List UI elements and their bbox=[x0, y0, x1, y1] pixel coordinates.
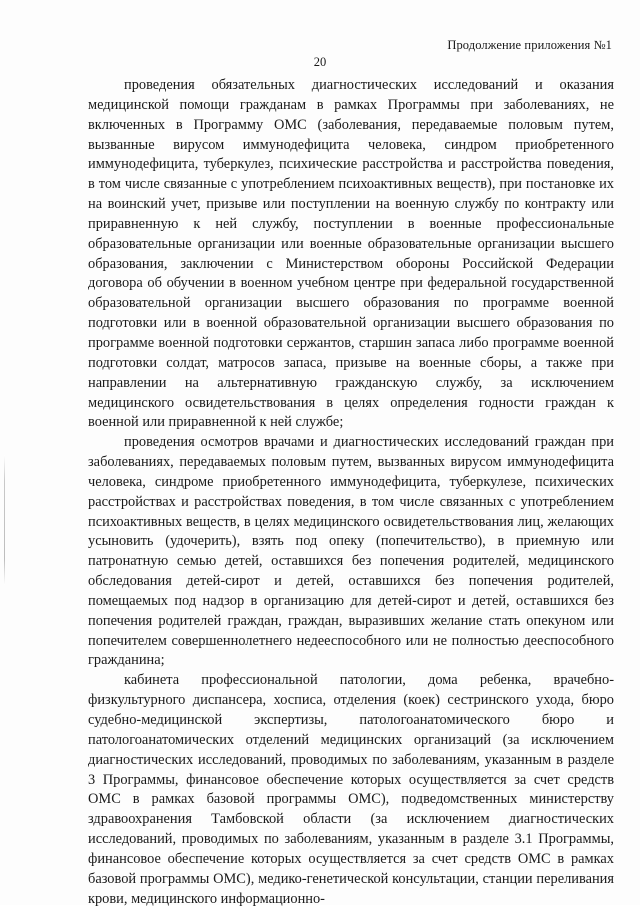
page-number: 20 bbox=[313, 55, 327, 69]
paragraph-medical-institutions: кабинета профессиональной патологии, дома ребенка, врачебно-физкультурного диспансера, хосписа, отделения (коек) сестринского ухода, бюро судебно-медицинской экспертизы, патологоанатомического бюро и патологоанатомических отделений медицинских организаций (за исключением диагностических исследований, проводимых по заболеваниям, указанным в разделе 3 Программы, финансовое обеспечение которых осуществляется за счет средств ОМС в рамках базовой программы ОМС), подведомственных министерству здравоохранения Тамбовской области (за исключением диагностических исследований, проводимых по заболеваниям, указанным в разделе 3.1 Программы, финансовое обеспечение которых осуществляется за счет средств ОМС в рамках базовой программы ОМС), медико-генетической консультации, станции переливания крови, медицинского информационно- bbox=[88, 672, 614, 907]
paragraph-military-exams: проведения обязательных диагностических исследований и оказания медицинской помощи гражданам в рамках Программы при заболеваниях, не включенных в Программу ОМС (заболевания, передаваемые половым путем, вызванные вирусом иммунодефицита человека, синдром приобретенного иммунодефицита, туберкулез, психические расстройства и расстройства поведения, в том числе связанные с употреблением психоактивных веществ), при постановке их на воинский учет, призыве или поступлении на военную службу по контракту или приравненную к ней службу, поступлении в военные профессиональные образовательные организации или военные образовательные организации высшего образования, заключении с Министерством обороны Российской Федерации договора об обучении в военном учебном центре при федеральной государственной образовательной организации высшего образования по программе военной подготовки или в военной образовательной организации высшего образования по программе военной подготовки сержантов, старшин запаса либо программе военной подготовки солдат, матросов запаса, призыве на военные сборы, а также при направлении на альтернативную гражданскую службу, за исключением медицинского освидетельствования в целях определения годности граждан к военной или приравненной к ней службе; bbox=[88, 77, 614, 431]
scan-edge-line bbox=[4, 455, 5, 585]
document-body bbox=[88, 76, 614, 909]
paragraph-adoption-exams: проведения осмотров врачами и диагностических исследований граждан при заболеваниях, передаваемых половым путем, вызванных вирусом иммунодефицита человека, синдроме приобретенного иммунодефицита, туберкулезе, психических расстройствах и расстройствах поведения, в том числе связанных с употреблением психоактивных веществ, в целях медицинского освидетельствования лиц, желающих усыновить (удочерить), взять под опеку (попечительство), в приемную или патронатную семью детей, оставшихся без попечения родителей, медицинского обследования детей-сирот и детей, оставшихся без попечения родителей, помещаемых под надзор в организацию для детей-сирот и детей, оставшихся без попечения родителей граждан, граждан, выразивших желание стать опекуном или попечителем совершеннолетнего недееспособного или не полностью дееспособного гражданина; bbox=[88, 434, 614, 669]
appendix-continuation-note: Продолжение приложения №1 bbox=[447, 38, 612, 52]
